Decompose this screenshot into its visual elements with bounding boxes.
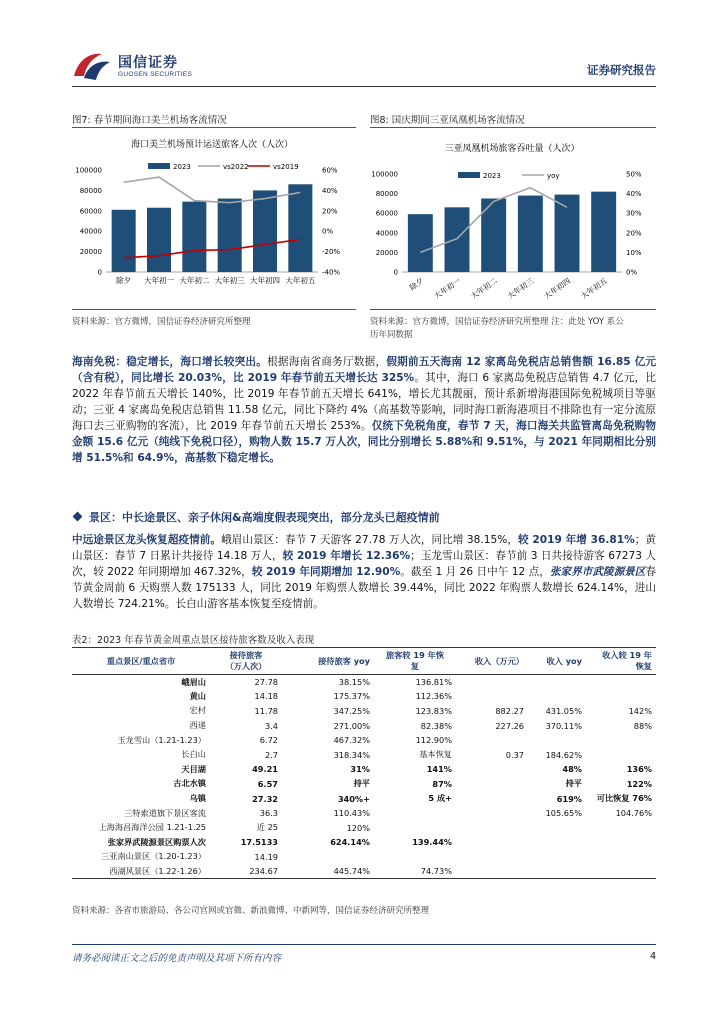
table-cell: 105.65% xyxy=(545,808,582,819)
table-cell: 142% xyxy=(628,705,652,716)
table-cell: 82.38% xyxy=(420,720,452,731)
table-cell: 5 成+ xyxy=(428,793,452,804)
table-body xyxy=(72,675,656,879)
y2-tick-label: -20% xyxy=(322,248,341,257)
table-cell: 36.3 xyxy=(259,808,278,819)
table-cell: 近 25 xyxy=(256,822,278,833)
scenic-spots-table xyxy=(72,647,656,879)
figure7-source: 资料来源：官方微博，国信证券经济研究所整理 xyxy=(72,317,251,327)
bar xyxy=(218,199,242,272)
table-cell xyxy=(528,864,586,879)
legend-swatch-bar xyxy=(148,163,170,169)
table-cell xyxy=(586,864,656,879)
table-cell xyxy=(456,806,528,821)
table-cell: 624.14% xyxy=(330,837,370,848)
table-cell xyxy=(456,762,528,777)
table-cell: 104.76% xyxy=(615,808,652,819)
x-tick-label: 大年初二 xyxy=(469,276,499,301)
y-tick-label: 0 xyxy=(97,268,102,277)
table-header-cell: 接待旅客 yoy xyxy=(282,648,374,675)
table-source: 资料来源：各省市旅游局、各公司官网或官微、新浪微博、中新网等，国信证券经济研究所整理 xyxy=(72,906,430,916)
figure7-chart xyxy=(72,130,362,310)
table-cell-name: 西湖风景区（1.22-1.26） xyxy=(72,864,210,879)
paragraph-hainan-duty-free xyxy=(72,354,656,466)
table-cell: 27.78 xyxy=(254,677,278,688)
table-cell xyxy=(528,850,586,865)
table-cell xyxy=(456,864,528,879)
paragraph1-lead: 海南免税：稳定增长，海口增长较突出。 xyxy=(72,356,268,368)
figure8-chart xyxy=(370,130,656,310)
paragraph-scenic-recovery xyxy=(72,532,656,612)
table-cell xyxy=(528,733,586,748)
table-cell: 234.67 xyxy=(210,864,282,879)
figure8-top-rule xyxy=(370,127,656,128)
bar xyxy=(182,202,206,272)
y-tick-label: 80000 xyxy=(375,190,398,199)
table-cell: 持平 xyxy=(565,778,582,789)
x-tick-label: 除夕 xyxy=(116,276,132,285)
table-cell: 136.81% xyxy=(415,677,452,688)
paragraph2-text3: ；玉龙雪山景区：春节前 3 日共接待游客 67273 人次，较 2022 年同期增加 467.32%， xyxy=(72,550,656,578)
table-cell xyxy=(528,820,586,835)
table-cell: 88% xyxy=(633,720,652,731)
y2-tick-label: 0% xyxy=(322,227,334,236)
table-cell-name: 玉龙雪山（1.21-1.23） xyxy=(117,734,206,745)
table-row xyxy=(72,689,656,704)
legend-label: vs2022 xyxy=(223,163,249,171)
table-row xyxy=(72,791,656,806)
table-cell xyxy=(586,835,656,850)
figure8-source-line2: 历年同数据 xyxy=(370,330,413,340)
table-row xyxy=(72,850,656,865)
bar xyxy=(408,214,433,272)
bar xyxy=(112,210,136,272)
table-cell xyxy=(456,791,528,806)
table-cell xyxy=(528,689,586,704)
y2-tick-label: 20% xyxy=(322,207,338,216)
table-row xyxy=(72,704,656,719)
y-tick-label: 40000 xyxy=(79,227,102,236)
x-tick-label: 大年初三 xyxy=(505,276,536,301)
table-cell xyxy=(374,806,456,821)
y-tick-label: 20000 xyxy=(79,248,102,257)
paragraph2-highlight3: 较 2019 年同期增加 12.90% xyxy=(251,566,401,578)
paragraph1-highlight2: 仅统下免税角度，春节 7 天，海口海关共监管离岛免税购物金额 15.6 亿元（纯线下免税口径），购物人数 15.7 万人次，同比分别增长 5.88%和 9.51%，与 2021 年同期相比分别增 51.5%和 64.9%，高基数下稳定增长。 xyxy=(72,420,656,464)
y2-tick-label: 40% xyxy=(322,186,338,195)
table-cell-name: 天目湖 xyxy=(181,763,206,774)
paragraph2-text2: ；黄山景区：春节 7 日累计共接待 14.18 万人， xyxy=(72,534,656,562)
table-cell xyxy=(456,820,528,835)
table-row xyxy=(72,718,656,733)
x-tick-label: 大年初三 xyxy=(214,276,245,285)
table-cell: 6.72 xyxy=(259,735,278,746)
legend-label: yoy xyxy=(547,172,560,180)
y-tick-label: 100000 xyxy=(75,166,102,175)
bar xyxy=(445,207,470,272)
x-tick-label: 大年初四 xyxy=(542,276,573,301)
table-row xyxy=(72,835,656,850)
table-cell: 14.19 xyxy=(254,851,278,862)
figure7-top-rule xyxy=(72,127,356,128)
table-header-cell: 收入较 19 年 恢复 xyxy=(586,648,656,675)
y2-tick-label: 50% xyxy=(626,170,642,179)
table-cell xyxy=(374,820,456,835)
table-cell: 112.90% xyxy=(415,735,452,746)
table-cell-name: 古北水镇 xyxy=(173,778,206,789)
table-cell-name: 乌镇 xyxy=(189,793,206,804)
table-cell: 136% xyxy=(626,764,652,775)
paragraph2-text5: 春节黄金周前 6 天购票人数 175133 人，同比 2019 年购票人数增长 39.44%，同比 2022 年购票人数增长 624.14%，进山人数增长 724.21%。长白山游客基本恢复至疫情前。 xyxy=(72,566,657,610)
y-tick-label: 100000 xyxy=(371,170,398,179)
table-cell xyxy=(456,675,528,690)
chart-title: 海口美兰机场预计运送旅客人次（人次） xyxy=(130,140,294,150)
figure8-source-line1: 资料来源：官方微博，国信证券经济研究所整理 注：此处 YOY 系公 xyxy=(370,317,624,327)
paragraph2-lead: 中远途景区龙头恢复超疫情前。 xyxy=(72,534,222,546)
figure8-title: 图8: 国庆期间三亚凤凰机场客流情况 xyxy=(370,115,525,126)
page-number: 4 xyxy=(649,951,656,962)
table-row xyxy=(72,675,656,690)
x-tick-label: 大年初五 xyxy=(285,276,316,285)
table-cell: 持平 xyxy=(353,778,370,789)
paragraph2-text4: 。截至 1 月 26 日中午 12 点， xyxy=(400,566,550,578)
y-tick-label: 60000 xyxy=(79,207,102,216)
legend-swatch-bar xyxy=(458,172,480,178)
bar xyxy=(555,195,580,272)
table-cell: 49.21 xyxy=(252,764,278,775)
figure7-title: 图7: 春节期间海口美兰机场客流情况 xyxy=(72,115,227,126)
table-row xyxy=(72,747,656,762)
table-row xyxy=(72,733,656,748)
table-cell: 141% xyxy=(426,764,452,775)
table-cell-name: 宏村 xyxy=(189,705,206,716)
table-cell xyxy=(528,675,586,690)
x-tick-label: 大年初五 xyxy=(579,276,609,301)
table-cell: 139.44% xyxy=(412,837,452,848)
table-cell-name: 长白山 xyxy=(181,749,206,760)
y-tick-label: 40000 xyxy=(375,229,398,238)
table-cell: 271.00% xyxy=(333,720,370,731)
y-tick-label: 60000 xyxy=(375,209,398,218)
table-header-cell: 接待旅客 （万人次） xyxy=(210,648,282,675)
table-cell xyxy=(374,850,456,865)
header-divider xyxy=(72,86,656,87)
table-cell: 445.74% xyxy=(282,864,374,879)
table-cell xyxy=(456,733,528,748)
table-cell: 370.11% xyxy=(545,720,582,731)
table-header-row xyxy=(72,648,656,675)
table-cell: 31% xyxy=(350,764,370,775)
section-heading-scenic-spots xyxy=(72,509,656,525)
table-cell: 可比恢复 76% xyxy=(596,793,652,804)
table-cell: 基本恢复 xyxy=(419,749,452,760)
table-title: 表2：2023 年春节黄金周重点景区接待旅客数及收入表现 xyxy=(72,635,315,646)
table-cell-name: 西递 xyxy=(189,720,206,731)
table-cell xyxy=(586,689,656,704)
table-cell: 619% xyxy=(556,793,582,804)
table-cell-name: 三亚南山景区（1.20-1.23） xyxy=(101,851,206,862)
table-cell: 87% xyxy=(432,778,452,789)
x-tick-label: 大年初一 xyxy=(432,276,463,301)
table-cell: 48% xyxy=(562,764,582,775)
table-cell: 17.5133 xyxy=(240,837,278,848)
y2-tick-label: 60% xyxy=(322,166,338,175)
y2-tick-label: 40% xyxy=(626,190,642,199)
table-cell xyxy=(586,733,656,748)
table-cell xyxy=(586,675,656,690)
table-row xyxy=(72,820,656,835)
table-cell xyxy=(586,820,656,835)
table-cell xyxy=(456,850,528,865)
x-tick-label: 大年初四 xyxy=(250,276,280,285)
legend-label: 2023 xyxy=(173,163,191,171)
table-cell xyxy=(282,850,374,865)
bar xyxy=(253,190,277,272)
table-cell-name: 峨眉山 xyxy=(181,676,206,687)
table-cell: 0.37 xyxy=(505,749,524,760)
table-cell-name: 黄山 xyxy=(189,690,206,701)
table-cell: 27.32 xyxy=(252,793,278,804)
bar xyxy=(591,192,616,272)
table-cell: 14.18 xyxy=(254,691,278,702)
table-cell-name: 张家界武陵源景区购票人次 xyxy=(107,836,206,847)
section-heading-text: 景区：中长途景区、亲子休闲&高端度假表现突出，部分龙头已超疫情前 xyxy=(89,511,440,524)
chart-title: 三亚凤凰机场旅客吞吐量（人次） xyxy=(444,144,580,154)
table-cell: 347.25% xyxy=(333,705,370,716)
table-cell xyxy=(456,689,528,704)
paragraph1-text1: 根据海南省商务厅数据， xyxy=(267,356,387,368)
paragraph2-highlight4: 张家界市武陵源景区 xyxy=(549,566,646,578)
table-cell: 184.62% xyxy=(545,749,582,760)
table-cell: 123.83% xyxy=(415,705,452,716)
logo-mark-icon xyxy=(72,50,112,82)
legend-label: vs2019 xyxy=(273,163,299,171)
brand-logo xyxy=(72,50,212,82)
y2-tick-label: 0% xyxy=(626,268,638,277)
table-header-cell: 重点景区/重点省市 xyxy=(72,648,210,675)
logo-english-name: GUOSEN SECURITIES xyxy=(118,71,193,78)
paragraph2-highlight2: 较 2019 年增长 12.36% xyxy=(282,550,411,562)
y2-tick-label: 10% xyxy=(626,248,642,257)
table-cell: 431.05% xyxy=(545,705,582,716)
table-header-cell: 收入（万元） xyxy=(456,648,528,675)
table-cell: 11.78 xyxy=(254,705,278,716)
table-cell: 318.34% xyxy=(333,749,370,760)
table-cell-name: 三特索道旗下景区客流 xyxy=(124,807,206,818)
table-cell: 227.26 xyxy=(495,720,524,731)
table-cell xyxy=(586,850,656,865)
table-cell: 38.15% xyxy=(338,677,370,688)
table-cell: 110.43% xyxy=(333,808,370,819)
paragraph1-highlight1: 假期前五天海南 12 家离岛免税店总销售额 16.85 亿元（含有税），同比增长 20.03%，比 2019 年春节前五天增长达 325% xyxy=(72,356,656,384)
table-cell-name: 上海海昌海洋公园 1.21-1.25 xyxy=(98,822,206,833)
table-cell: 3.4 xyxy=(264,720,278,731)
y-tick-label: 20000 xyxy=(375,248,398,257)
page-header xyxy=(72,48,656,86)
table-row xyxy=(72,777,656,792)
logo-chinese-name: 国信证券 xyxy=(118,55,178,71)
x-tick-label: 大年初二 xyxy=(179,276,210,285)
table-cell xyxy=(586,747,656,762)
table-cell: 120% xyxy=(346,822,370,833)
table-row xyxy=(72,864,656,879)
table-cell: 112.36% xyxy=(415,691,452,702)
bar xyxy=(288,184,312,272)
bar xyxy=(518,196,543,272)
legend-label: 2023 xyxy=(483,172,501,180)
report-type-label: 证券研究报告 xyxy=(587,63,656,77)
table-cell: 467.32% xyxy=(333,735,370,746)
bar xyxy=(147,208,171,272)
table-cell xyxy=(456,777,528,792)
disclaimer-note: 请务必阅读正文之后的免责声明及其项下所有内容 xyxy=(72,953,282,964)
x-tick-label: 除夕 xyxy=(408,276,426,293)
diamond-bullet-icon xyxy=(73,512,83,522)
paragraph1-text2: 。其中，海口 6 家离岛免税店总销售 4.7 亿元，比 2022 年春节前五天增长 140%，比 2019 年春节前五天增长 641%，增长尤其靓丽，预计系新增海港国际免税城项目等驱动；三亚 4 家离岛免税店总销售 11.58 亿元，同比下降约 4%（高基数等影响，同时海口新海港项目不排除也有一定分流原海口去三亚购物的客流），比 2019 年春节前五天增长 253%。 xyxy=(72,372,656,432)
y2-tick-label: -40% xyxy=(322,268,341,277)
table-cell xyxy=(456,835,528,850)
table-cell: 175.37% xyxy=(333,691,370,702)
y-tick-label: 80000 xyxy=(79,186,102,195)
y-tick-label: 0 xyxy=(393,268,398,277)
paragraph2-text1: 峨眉山景区：春节 7 天游客 27.78 万人次，同比增 38.15%， xyxy=(221,534,518,546)
table-row xyxy=(72,762,656,777)
figure8-bottom-rule xyxy=(370,309,656,310)
y2-tick-label: 30% xyxy=(626,209,642,218)
table-cell: 882.27 xyxy=(495,705,524,716)
table-cell: 2.7 xyxy=(264,749,278,760)
table-cell xyxy=(528,835,586,850)
table-cell: 340%+ xyxy=(337,793,370,804)
paragraph2-highlight1: 较 2019 年增 36.81% xyxy=(517,534,635,546)
footer-divider xyxy=(72,944,656,945)
x-tick-label: 大年初一 xyxy=(144,276,174,285)
table-header-cell: 旅客较 19 年恢 复 xyxy=(374,648,456,675)
table-cell: 74.73% xyxy=(374,864,456,879)
y2-tick-label: 20% xyxy=(626,229,642,238)
table-cell: 122% xyxy=(626,778,652,789)
table-row xyxy=(72,806,656,821)
table-cell: 6.57 xyxy=(257,778,278,789)
figure7-bottom-rule xyxy=(72,309,356,310)
figure8-source xyxy=(370,316,624,342)
table-header-cell: 收入 yoy xyxy=(528,648,586,675)
